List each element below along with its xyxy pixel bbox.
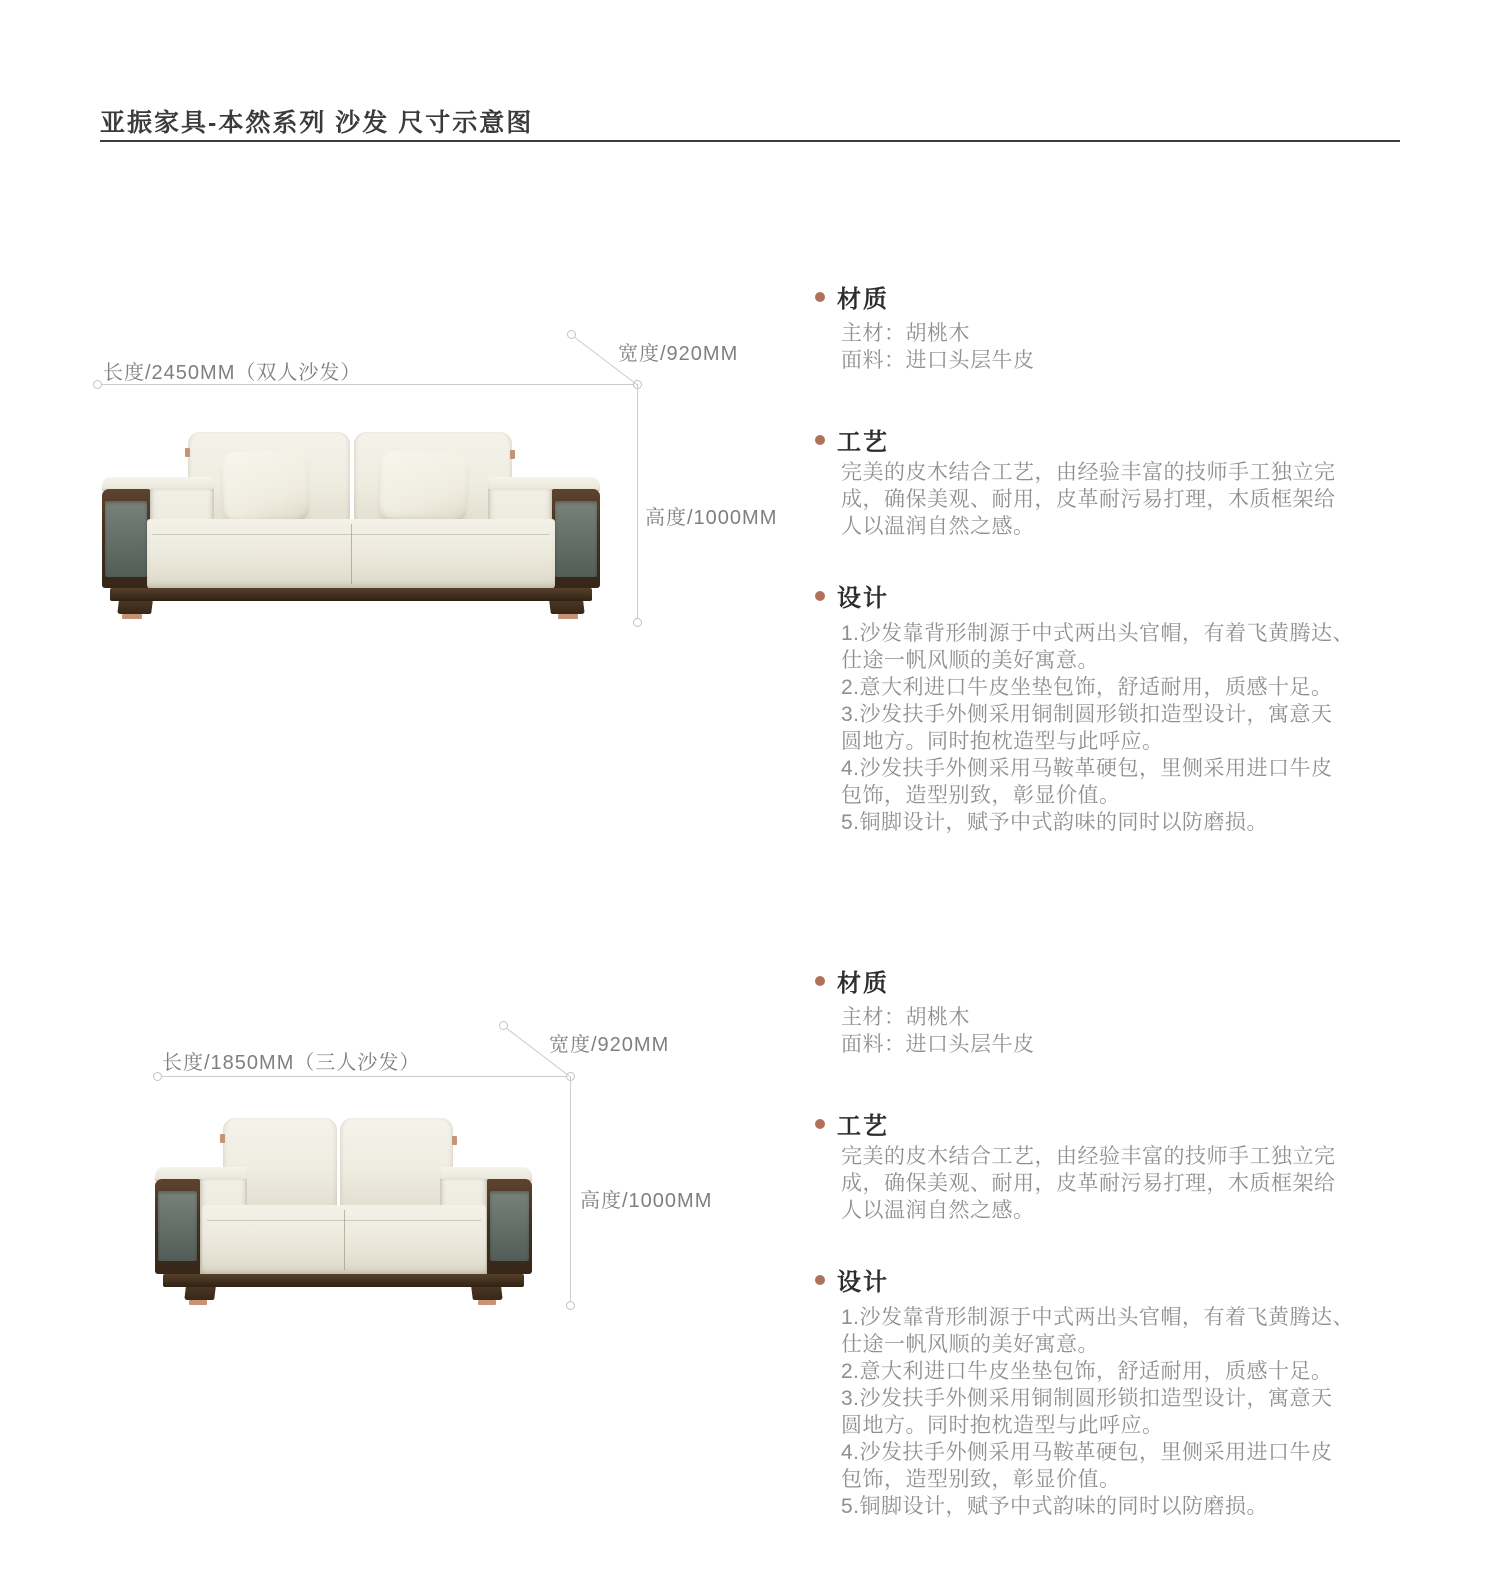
spec-text-line: 4.沙发扶手外侧采用马鞍革硬包，里侧采用进口牛皮 [841,757,1333,780]
bullet-icon [815,976,825,986]
material-section-heading: 材质 [815,963,889,998]
sofa-illustration-loveseat [102,432,600,618]
sofa-copper-foot [189,1300,207,1305]
width-dimension-label: 宽度/920MM [618,343,739,365]
sofa-copper-clip [220,1134,225,1143]
spec-text-line: 3.沙发扶手外侧采用铜制圆形锁扣造型设计，寓意天 [841,1387,1333,1410]
sofa-copper-clip [452,1136,457,1145]
spec-text-line: 成，确保美观、耐用，皮革耐污易打理，木质框架给 [841,488,1336,511]
length-dimension-label: 长度/2450MM（双人沙发） [103,362,362,384]
spec-text-line: 主材：胡桃木 [841,322,970,345]
spec-text-line: 5.铜脚设计，赋予中式韵味的同时以防磨损。 [841,811,1269,834]
sofa-illustration-compact [155,1118,532,1304]
bullet-icon [815,1119,825,1129]
spec-text-line: 成，确保美观、耐用，皮革耐污易打理，木质框架给 [841,1172,1336,1195]
sofa-throw-pillow [379,451,468,523]
spec-text-line: 2.意大利进口牛皮坐垫包饰，舒适耐用，质感十足。 [841,1360,1333,1383]
spec-text-line: 1.沙发靠背形制源于中式两出头官帽，有着飞黄腾达、 [841,622,1355,645]
dimension-endpoint-dot [153,1072,162,1081]
design-section-heading: 设计 [815,578,889,613]
sofa-leg [549,601,585,614]
spec-text-line: 面料：进口头层牛皮 [841,1033,1035,1056]
dimension-endpoint-dot [499,1021,508,1030]
dimension-endpoint-dot [633,618,642,627]
sofa-copper-clip [510,450,515,459]
armrest-saddle-leather-panel [158,1191,197,1261]
bullet-icon [815,591,825,601]
sofa-throw-pillow [222,450,309,525]
spec-text-line: 主材：胡桃木 [841,1006,970,1029]
length-dimension-label: 长度/1850MM（三人沙发） [162,1052,421,1074]
material-section-body [841,1004,1035,1058]
armrest-saddle-leather-panel [105,501,147,577]
spec-text-line: 仕途一帆风顺的美好寓意。 [841,649,1099,672]
width-dimension-label: 宽度/920MM [549,1034,670,1056]
spec-text-line: 圆地方。同时抱枕造型与此呼应。 [841,1414,1164,1437]
bullet-icon [815,435,825,445]
spec-text-line: 4.沙发扶手外侧采用马鞍革硬包，里侧采用进口牛皮 [841,1441,1333,1464]
spec-text-line: 完美的皮木结合工艺，由经验丰富的技师手工独立完 [841,1145,1336,1168]
spec-text-line: 完美的皮木结合工艺，由经验丰富的技师手工独立完 [841,461,1336,484]
craft-section-heading: 工艺 [815,1106,889,1141]
sofa-leg [184,1287,216,1300]
sofa-copper-foot [122,614,142,619]
sofa-wood-base [110,588,592,601]
height-dimension-line [637,384,638,622]
sofa-wood-base [163,1274,524,1287]
craft-section-heading: 工艺 [815,422,889,457]
page-title: 亚振家具-本然系列 沙发 尺寸示意图 [100,109,534,137]
craft-section-body [841,459,1336,540]
sofa-back-cushion [340,1118,453,1210]
spec-text-line: 仕途一帆风顺的美好寓意。 [841,1333,1099,1356]
armrest-saddle-leather-panel [555,501,597,577]
material-section-body [841,320,1035,374]
craft-section-body [841,1143,1336,1224]
height-dimension-label: 高度/1000MM [580,1190,713,1212]
armrest-saddle-leather-panel [490,1191,529,1261]
design-section-body [841,1304,1354,1520]
dimension-endpoint-dot [93,380,102,389]
dimension-endpoint-dot [566,1301,575,1310]
length-dimension-line [157,1076,570,1077]
sofa-copper-clip [185,448,190,457]
spec-text-line: 3.沙发扶手外侧采用铜制圆形锁扣造型设计，寓意天 [841,703,1333,726]
sofa-leg [471,1287,503,1300]
spec-text-line: 圆地方。同时抱枕造型与此呼应。 [841,730,1164,753]
material-section-heading: 材质 [815,279,889,314]
spec-text-line: 包饰，造型别致，彰显价值。 [841,1468,1121,1491]
sofa-copper-foot [478,1300,496,1305]
spec-text-line: 面料：进口头层牛皮 [841,349,1035,372]
sofa-seat-cushions [202,1205,486,1275]
spec-text-line: 人以温润自然之感。 [841,515,1035,538]
sofa-copper-foot [558,614,578,619]
height-dimension-label: 高度/1000MM [645,507,778,529]
spec-text-line: 2.意大利进口牛皮坐垫包饰，舒适耐用，质感十足。 [841,676,1333,699]
spec-text-line: 包饰，造型别致，彰显价值。 [841,784,1121,807]
design-section-heading: 设计 [815,1262,889,1297]
height-dimension-line [570,1076,571,1305]
bullet-icon [815,1275,825,1285]
sofa-leg [117,601,153,614]
sofa-seat-cushions [147,519,555,589]
dimension-endpoint-dot [567,330,576,339]
length-dimension-line [97,384,637,385]
spec-text-line: 5.铜脚设计，赋予中式韵味的同时以防磨损。 [841,1495,1269,1518]
design-section-body [841,620,1354,836]
spec-text-line: 1.沙发靠背形制源于中式两出头官帽，有着飞黄腾达、 [841,1306,1355,1329]
title-divider [100,140,1400,142]
spec-text-line: 人以温润自然之感。 [841,1199,1035,1222]
bullet-icon [815,292,825,302]
